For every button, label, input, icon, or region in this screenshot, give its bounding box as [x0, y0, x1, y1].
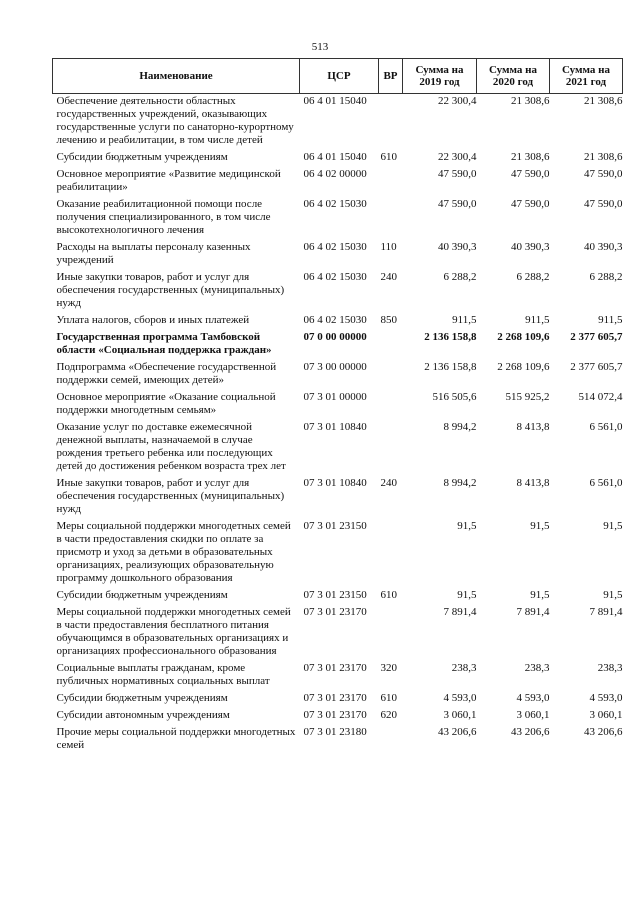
cell-sum-2021: 7 891,4	[589, 606, 623, 618]
table-row	[53, 662, 623, 692]
table-row	[53, 589, 623, 606]
cell-name: Социальные выплаты гражданам, кроме публичных нормативных социальных выплат	[56, 662, 270, 687]
table-row	[53, 692, 623, 709]
cell-sum-2020: 7 891,4	[516, 606, 550, 618]
header-csr: ЦСР	[300, 59, 379, 94]
cell-sum-2020: 238,3	[524, 662, 550, 674]
table-row	[53, 520, 623, 589]
table-body	[53, 94, 623, 757]
table-row	[53, 421, 623, 477]
cell-csr: 07 3 01 23150	[303, 589, 367, 601]
cell-vr	[379, 606, 403, 662]
cell-sum-2019: 516 505,6	[432, 391, 477, 403]
cell-csr: 06 4 02 15030	[303, 241, 367, 253]
cell-name: Меры социальной поддержки многодетных семей в части предоставления скидки по оплате за присмотр и уход за детьми в образовательных организациях, реализующих образовательную программу дошкольного образования	[56, 520, 291, 584]
cell-sum-2019: 22 300,4	[438, 95, 477, 107]
table-row	[53, 168, 623, 198]
cell-vr	[379, 198, 403, 241]
cell-vr	[379, 391, 403, 421]
cell-name: Прочие меры социальной поддержки многодетных семей	[56, 726, 296, 751]
cell-name: Оказание услуг по доставке ежемесячной денежной выплаты, назначаемой в случае рождения третьего ребенка или последующих детей до достижения ребенком возраста трех лет	[56, 421, 286, 472]
header-sum-2021: Сумма на 2021 год	[550, 59, 623, 94]
cell-name: Уплата налогов, сборов и иных платежей	[56, 314, 250, 326]
cell-name: Иные закупки товаров, работ и услуг для обеспечения государственных (муниципальных) нужд	[56, 271, 285, 309]
cell-csr: 06 4 01 15040	[303, 151, 367, 163]
cell-vr: 620	[380, 709, 397, 721]
cell-csr: 07 3 01 23170	[303, 662, 367, 674]
cell-csr: 07 3 01 23170	[303, 606, 367, 618]
table-row	[53, 198, 623, 241]
cell-sum-2021: 6 561,0	[589, 421, 623, 433]
cell-sum-2020: 47 590,0	[511, 168, 550, 180]
cell-name: Основное мероприятие «Оказание социальной поддержки многодетным семьям»	[56, 391, 276, 416]
cell-name: Оказание реабилитационной помощи после получения специализированного, в том числе высокотехнологичного лечения	[56, 198, 271, 236]
cell-sum-2020: 8 413,8	[516, 421, 550, 433]
cell-sum-2020: 43 206,6	[511, 726, 550, 738]
cell-sum-2019: 2 136 158,8	[424, 331, 477, 343]
cell-sum-2021: 21 308,6	[584, 95, 623, 107]
cell-csr: 06 4 02 15030	[303, 271, 367, 283]
table-row	[53, 606, 623, 662]
cell-sum-2020: 515 925,2	[505, 391, 550, 403]
cell-sum-2019: 4 593,0	[443, 692, 477, 704]
cell-sum-2019: 6 288,2	[443, 271, 477, 283]
cell-name: Меры социальной поддержки многодетных семей в части предоставления бесплатного питания обучающимся в образовательных организациях и организациях профессионального образования	[56, 606, 291, 657]
cell-sum-2020: 40 390,3	[511, 241, 550, 253]
cell-csr: 06 4 02 15030	[303, 314, 367, 326]
cell-sum-2021: 40 390,3	[584, 241, 623, 253]
cell-name: Субсидии бюджетным учреждениям	[56, 151, 228, 163]
cell-sum-2020: 3 060,1	[516, 709, 550, 721]
cell-sum-2019: 47 590,0	[438, 168, 477, 180]
cell-sum-2019: 43 206,6	[438, 726, 477, 738]
cell-sum-2019: 7 891,4	[443, 606, 477, 618]
cell-sum-2019: 47 590,0	[438, 198, 477, 210]
cell-csr: 06 4 02 15030	[303, 198, 367, 210]
cell-sum-2020: 47 590,0	[511, 198, 550, 210]
table-row	[53, 361, 623, 391]
cell-vr: 320	[380, 662, 397, 674]
cell-sum-2019: 3 060,1	[443, 709, 477, 721]
cell-sum-2021: 6 561,0	[589, 477, 623, 489]
header-sum-2019: Сумма на 2019 год	[403, 59, 477, 94]
cell-name: Субсидии бюджетным учреждениям	[56, 692, 228, 704]
table-row	[53, 151, 623, 168]
cell-csr: 07 3 01 23170	[303, 709, 367, 721]
cell-vr: 610	[380, 589, 397, 601]
page-number: 513	[311, 41, 329, 53]
cell-sum-2021: 2 377 605,7	[570, 331, 623, 343]
cell-name: Субсидии автономным учреждениям	[56, 709, 230, 721]
cell-sum-2019: 91,5	[457, 520, 477, 532]
cell-vr	[379, 361, 403, 391]
cell-name: Расходы на выплаты персоналу казенных учреждений	[56, 241, 251, 266]
table-row	[53, 331, 623, 361]
cell-sum-2019: 8 994,2	[443, 421, 477, 433]
cell-csr: 06 4 01 15040	[303, 95, 367, 107]
cell-csr: 07 3 01 10840	[303, 477, 367, 489]
cell-sum-2021: 911,5	[598, 314, 623, 326]
cell-sum-2020: 8 413,8	[516, 477, 550, 489]
cell-sum-2021: 6 288,2	[589, 271, 623, 283]
cell-name: Основное мероприятие «Развитие медицинской реабилитации»	[56, 168, 281, 193]
cell-sum-2019: 91,5	[457, 589, 477, 601]
cell-sum-2020: 4 593,0	[516, 692, 550, 704]
cell-csr: 07 3 01 23150	[303, 520, 367, 532]
table-row	[53, 391, 623, 421]
cell-sum-2021: 4 593,0	[589, 692, 623, 704]
cell-csr: 06 4 02 00000	[303, 168, 367, 180]
table-row	[53, 314, 623, 331]
table-row	[53, 709, 623, 726]
cell-name: Подпрограмма «Обеспечение государственной поддержки семей, имеющих детей»	[56, 361, 277, 386]
cell-vr	[379, 331, 403, 361]
cell-sum-2019: 8 994,2	[443, 477, 477, 489]
cell-sum-2021: 3 060,1	[589, 709, 623, 721]
cell-csr: 07 3 01 10840	[303, 421, 367, 433]
cell-csr: 07 3 00 00000	[303, 361, 367, 373]
cell-name: Иные закупки товаров, работ и услуг для обеспечения государственных (муниципальных) нужд	[56, 477, 285, 515]
cell-sum-2019: 22 300,4	[438, 151, 477, 163]
cell-sum-2021: 47 590,0	[584, 168, 623, 180]
cell-vr: 850	[380, 314, 397, 326]
cell-csr: 07 3 01 00000	[303, 391, 367, 403]
cell-sum-2019: 40 390,3	[438, 241, 477, 253]
cell-vr: 610	[380, 151, 397, 163]
cell-vr: 240	[380, 477, 397, 489]
cell-sum-2021: 43 206,6	[584, 726, 623, 738]
cell-sum-2020: 91,5	[530, 520, 550, 532]
cell-sum-2020: 21 308,6	[511, 151, 550, 163]
header-name: Наименование	[53, 59, 300, 94]
cell-vr: 240	[380, 271, 397, 283]
cell-csr: 07 3 01 23170	[303, 692, 367, 704]
cell-sum-2021: 238,3	[597, 662, 623, 674]
cell-sum-2020: 91,5	[530, 589, 550, 601]
cell-vr	[379, 520, 403, 589]
cell-sum-2019: 238,3	[451, 662, 477, 674]
table-row	[53, 477, 623, 520]
cell-vr	[379, 168, 403, 198]
cell-vr	[379, 726, 403, 756]
cell-sum-2021: 21 308,6	[584, 151, 623, 163]
table-header-row	[53, 59, 623, 94]
table-row	[53, 94, 623, 152]
cell-sum-2020: 21 308,6	[511, 95, 550, 107]
table-row	[53, 241, 623, 271]
cell-sum-2021: 514 072,4	[578, 391, 623, 403]
header-sum-2020: Сумма на 2020 год	[477, 59, 550, 94]
cell-vr: 110	[380, 241, 397, 253]
cell-vr	[379, 421, 403, 477]
cell-vr	[379, 94, 403, 152]
cell-sum-2020: 2 268 109,6	[497, 361, 550, 373]
cell-csr: 07 0 00 00000	[303, 331, 367, 343]
cell-sum-2020: 911,5	[525, 314, 550, 326]
cell-sum-2020: 2 268 109,6	[497, 331, 550, 343]
cell-sum-2019: 2 136 158,8	[424, 361, 477, 373]
table-row	[53, 271, 623, 314]
cell-sum-2021: 91,5	[603, 589, 623, 601]
cell-name: Обеспечение деятельности областных государственных учреждений, оказывающих государственные услуги по санаторно-курортному лечению и реабилитации, в том числе детей	[56, 95, 294, 146]
cell-sum-2021: 47 590,0	[584, 198, 623, 210]
header-vr: ВР	[379, 59, 403, 94]
budget-table	[52, 58, 623, 756]
cell-sum-2019: 911,5	[452, 314, 477, 326]
cell-csr: 07 3 01 23180	[303, 726, 367, 738]
cell-name: Государственная программа Тамбовской области «Социальная поддержка граждан»	[56, 331, 272, 356]
cell-vr: 610	[380, 692, 397, 704]
cell-sum-2020: 6 288,2	[516, 271, 550, 283]
cell-name: Субсидии бюджетным учреждениям	[56, 589, 228, 601]
cell-sum-2021: 91,5	[603, 520, 623, 532]
table-row	[53, 726, 623, 756]
cell-sum-2021: 2 377 605,7	[570, 361, 623, 373]
